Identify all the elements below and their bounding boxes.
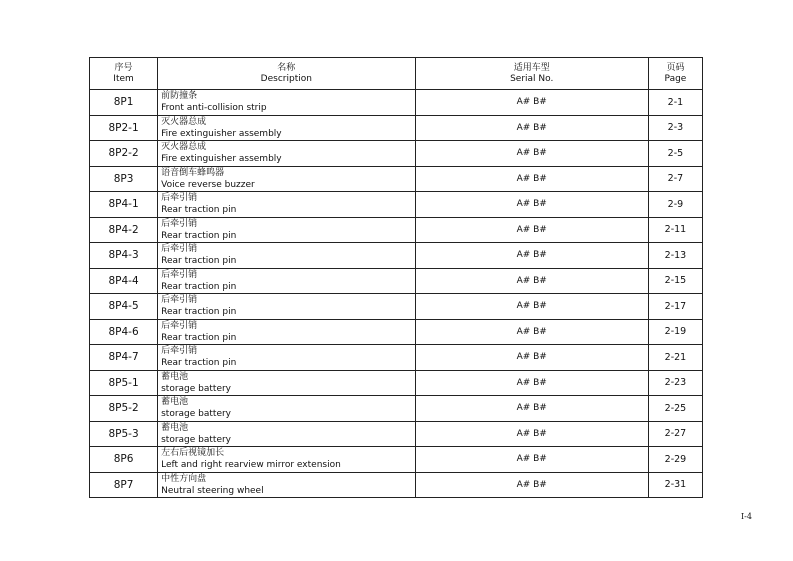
header-description [158,58,415,90]
header-serial-en: Serial No. [510,73,554,84]
description-cell [158,166,415,192]
table-row [90,243,703,269]
page-ref: 2-25 [648,396,702,422]
table-row [90,141,703,167]
item-code: 8P4-2 [90,217,158,243]
item-code: 8P7 [90,472,158,498]
description-cn: 语音倒车蜂鸣器 [161,167,225,178]
header-page-cn: 页码 [666,62,685,73]
description-en: storage battery [161,434,232,445]
item-code: 8P3 [90,166,158,192]
table-row [90,166,703,192]
description-cn: 后牵引销 [161,320,198,331]
description-cell [158,319,415,345]
description-en: storage battery [161,409,232,420]
table-row [90,396,703,422]
description-cell [158,345,415,371]
serial-no: A# B# [415,447,648,473]
page-ref: 2-5 [648,141,702,167]
description-cn: 灭火器总成 [161,142,207,153]
header-row [90,58,703,90]
item-code: 8P5-1 [90,370,158,396]
page-ref: 2-27 [648,421,702,447]
header-item-cn: 序号 [114,62,133,73]
serial-no: A# B# [415,319,648,345]
table-row [90,370,703,396]
description-cn: 后牵引销 [161,218,198,229]
serial-no: A# B# [415,268,648,294]
serial-no: A# B# [415,192,648,218]
description-en: Rear traction pin [161,205,237,216]
description-en: Rear traction pin [161,256,237,267]
item-code: 8P2-1 [90,115,158,141]
serial-no: A# B# [415,243,648,269]
item-code: 8P5-2 [90,396,158,422]
page-ref: 2-21 [648,345,702,371]
description-cell [158,141,415,167]
description-cn: 后牵引销 [161,244,198,255]
page-ref: 2-1 [648,90,702,116]
description-en: Rear traction pin [161,332,237,343]
description-cn: 左右后视镜加长 [161,448,225,459]
serial-no: A# B# [415,472,648,498]
item-code: 8P4-4 [90,268,158,294]
item-code: 8P4-3 [90,243,158,269]
description-cell [158,217,415,243]
table-row [90,90,703,116]
page-ref: 2-31 [648,472,702,498]
description-cn: 后牵引销 [161,193,198,204]
item-code: 8P1 [90,90,158,116]
description-cn: 后牵引销 [161,269,198,280]
serial-no: A# B# [415,141,648,167]
header-desc-cn: 名称 [277,62,296,73]
description-cell [158,268,415,294]
table-row [90,345,703,371]
table-row [90,294,703,320]
table-row [90,115,703,141]
description-cell [158,294,415,320]
table-row [90,472,703,498]
page-ref: 2-13 [648,243,702,269]
header-serial-cn: 适用车型 [513,62,550,73]
page-ref: 2-23 [648,370,702,396]
description-en: Neutral steering wheel [161,485,264,496]
serial-no: A# B# [415,115,648,141]
page-number: I-4 [741,512,752,521]
header-desc-en: Description [260,73,312,84]
description-cell [158,447,415,473]
description-en: Left and right rearview mirror extension [161,460,341,471]
page-ref: 2-15 [648,268,702,294]
table-row [90,192,703,218]
description-cn: 后牵引销 [161,346,198,357]
page-ref: 2-29 [648,447,702,473]
table-row [90,268,703,294]
description-cn: 中性方向盘 [161,473,207,484]
description-cell [158,243,415,269]
description-cn: 蓄电池 [161,371,189,382]
description-en: Rear traction pin [161,358,237,369]
description-en: Rear traction pin [161,230,237,241]
serial-no: A# B# [415,345,648,371]
description-en: Fire extinguisher assembly [161,154,282,165]
serial-no: A# B# [415,166,648,192]
serial-no: A# B# [415,421,648,447]
table-row [90,447,703,473]
serial-no: A# B# [415,294,648,320]
table-row [90,319,703,345]
description-cn: 蓄电池 [161,422,189,433]
serial-no: A# B# [415,217,648,243]
item-code: 8P6 [90,447,158,473]
header-serial [415,58,648,90]
description-cell [158,396,415,422]
page-ref: 2-19 [648,319,702,345]
table-row [90,421,703,447]
description-cell [158,370,415,396]
description-cn: 前防撞条 [161,91,198,102]
serial-no: A# B# [415,396,648,422]
header-page [648,58,702,90]
description-en: Rear traction pin [161,307,237,318]
description-cell [158,192,415,218]
page-ref: 2-3 [648,115,702,141]
description-cell [158,90,415,116]
page-ref: 2-9 [648,192,702,218]
description-en: storage battery [161,383,232,394]
page-ref: 2-7 [648,166,702,192]
description-cell [158,421,415,447]
item-code: 8P4-7 [90,345,158,371]
page-ref: 2-17 [648,294,702,320]
description-en: Front anti-collision strip [161,103,267,114]
item-code: 8P4-1 [90,192,158,218]
header-item [90,58,158,90]
parts-index-table [89,57,703,498]
header-item-en: Item [113,73,134,84]
description-en: Fire extinguisher assembly [161,128,282,139]
item-code: 8P2-2 [90,141,158,167]
item-code: 8P4-6 [90,319,158,345]
header-page-en: Page [664,73,687,84]
description-cell [158,115,415,141]
item-code: 8P4-5 [90,294,158,320]
description-cell [158,472,415,498]
table-row [90,217,703,243]
item-code: 8P5-3 [90,421,158,447]
description-en: Rear traction pin [161,281,237,292]
description-en: Voice reverse buzzer [161,179,255,190]
page-ref: 2-11 [648,217,702,243]
serial-no: A# B# [415,90,648,116]
description-cn: 灭火器总成 [161,116,207,127]
serial-no: A# B# [415,370,648,396]
description-cn: 后牵引销 [161,295,198,306]
description-cn: 蓄电池 [161,397,189,408]
